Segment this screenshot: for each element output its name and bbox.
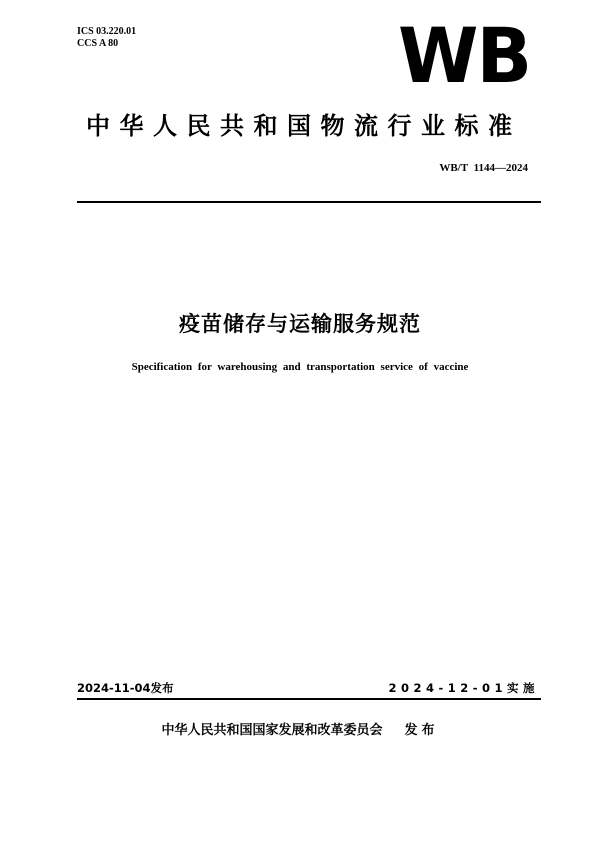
document-title-english: Specification for warehousing and transportation service of vaccine bbox=[131, 361, 469, 373]
issuer-action: 发布 bbox=[404, 723, 439, 738]
document-title-chinese: 疫苗储存与运输服务规范 bbox=[179, 312, 421, 336]
ccs-code: CCS A 80 bbox=[77, 38, 119, 49]
bottom-divider bbox=[77, 698, 541, 700]
implementation-date: 2024-12-01实施 bbox=[388, 681, 539, 695]
issuing-authority bbox=[0, 722, 600, 740]
standard-number: WB/T 1144—2024 bbox=[439, 162, 528, 174]
wb-logo: WB bbox=[398, 11, 531, 100]
top-divider bbox=[77, 201, 541, 203]
standard-category-title: 中华人民共和国物流行业标准 bbox=[86, 112, 522, 140]
classification-codes bbox=[77, 26, 136, 50]
issuer-organization: 中华人民共和国国家发展和改革委员会 bbox=[161, 723, 383, 738]
ics-code: ICS 03.220.01 bbox=[77, 26, 137, 37]
issue-date: 2024-11-04发布 bbox=[77, 681, 174, 695]
